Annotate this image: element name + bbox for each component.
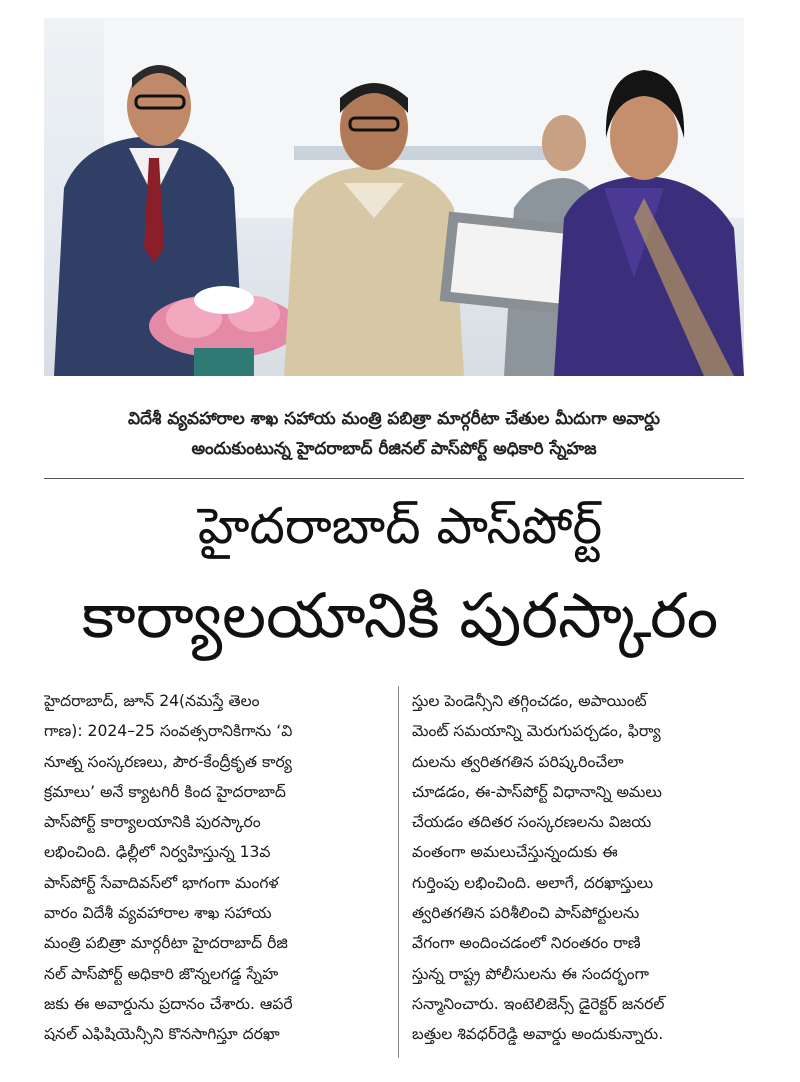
article-line: నూత్న సంస్కరణలు, పౌర-కేంద్రీకృత కార్య [44, 752, 292, 771]
article-line: చేయడం తదితర సంస్కరణలను విజయ [412, 813, 652, 832]
article-column-right [412, 686, 748, 1050]
article-line: మెంట్ సమయాన్ని మెరుగుపర్చడం, ఫిర్యా [412, 722, 661, 741]
article-line: స్తుల పెండెన్సీని తగ్గించడం, అపాయింట్ [412, 692, 647, 710]
award-ceremony-illustration [44, 18, 744, 376]
article-line: స్తున్న రాష్ట్ర పోలీసులను ఈ సందర్భంగా [412, 964, 649, 983]
article-line: బత్తుల శివధర్‌రెడ్డి అవార్డు అందుకున్నారు. [412, 1025, 664, 1044]
article-line: వంతంగా అమలుచేస్తున్నందుకు ఈ [412, 843, 618, 862]
article-line: క్రమాలు’ అనే క్యాటగిరీ కింద హైదరాబాద్ [44, 782, 286, 801]
caption-line: విదేశీ వ్యవహారాల శాఖ సహాయ మంత్రి పబిత్రా మార్గరీటా చేతుల మీదుగా అవార్డు [127, 409, 661, 429]
article-line: హైదరాబాద్, జూన్ 24(నమస్తే తెలం [44, 692, 260, 710]
article-line: పాస్‌పోర్ట్ కార్యాలయానికి పురస్కారం [44, 813, 261, 832]
column-divider [398, 686, 399, 1058]
article-line: లభించింది. ఢిల్లీలో నిర్వహిస్తున్న 13వ [44, 843, 271, 862]
article-line: వేగంగా అందించడంలో నిరంతరం రాణి [412, 934, 641, 953]
article-line: దులను త్వరితగతిన పరిష్కరించేలా [412, 752, 624, 771]
headline-line-2: కార్యాలయానికి పురస్కారం [81, 579, 719, 652]
article-line: సన్మానించారు. ఇంటెలిజెన్స్ డైరెక్టర్ జనరల్ [412, 994, 665, 1013]
caption-line: అందుకుంటున్న హైదరాబాద్ రీజినల్ పాస్‌పోర్ట్ అధికారి స్నేహజ [191, 439, 597, 459]
article-line: నల్ పాస్‌పోర్ట్ అధికారి జొన్నలగడ్డ స్నేహ [44, 964, 279, 983]
article-line: చూడడం, ఈ-పాస్‌పోర్ట్ విధానాన్ని అమలు [412, 782, 662, 801]
award-ceremony-photo [44, 18, 744, 376]
article-line: మంత్రి పబిత్రా మార్గరీటా హైదరాబాద్ రీజి [44, 934, 288, 953]
article-line: షనల్ ఎఫిషియెన్సీని కొనసాగిస్తూ దరఖా [44, 1025, 280, 1044]
article-line: వారం విదేశీ వ్యవహారాల శాఖ సహాయ [44, 904, 272, 923]
article-line: పాస్‌పోర్ట్ సేవాదివస్‌లో భాగంగా మంగళ [44, 873, 279, 892]
article-line: గుర్తింపు లభించింది. అలాగే, దరఖాస్తులు [412, 873, 654, 892]
article-column-left [44, 686, 388, 1050]
article-line: జకు ఈ అవార్డును ప్రదానం చేశారు. ఆపరే [44, 994, 293, 1013]
headline-line-1: హైదరాబాద్ పాస్‌పోర్ట్ [197, 497, 603, 555]
article-line: గాణ): 2024–25 సంవత్సరానికిగాను ‘వి [44, 722, 293, 741]
caption-divider [44, 478, 744, 479]
photo-caption [44, 404, 744, 464]
article-line: త్వరితగతిన పరిశీలించి పాస్‌పోర్టులను [412, 904, 640, 923]
